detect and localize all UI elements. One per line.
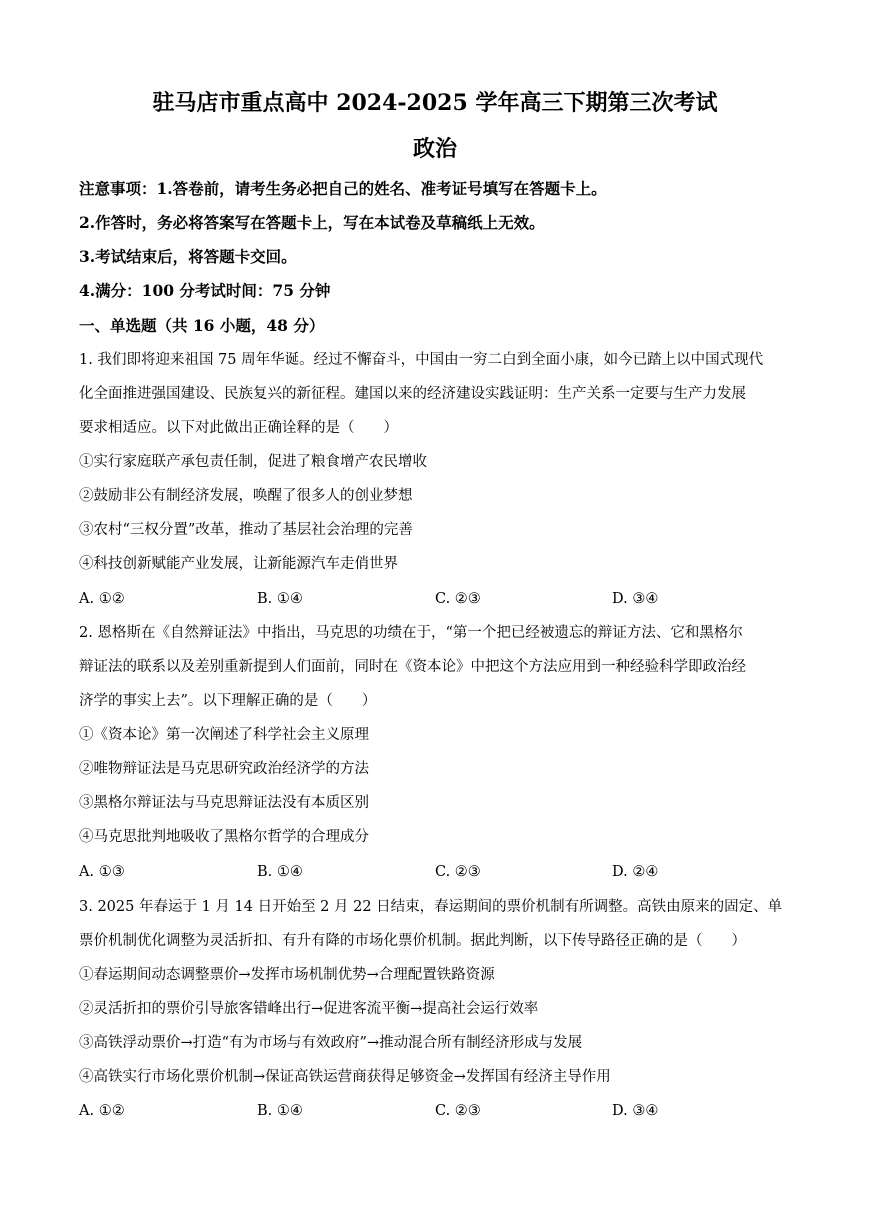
- question-item: ①实行家庭联产承包责任制，促进了粮食增产农民增收: [79, 454, 427, 470]
- question-item: ②唯物辩证法是马克思研究政治经济学的方法: [79, 761, 369, 777]
- question-item: ②鼓励非公有制经济发展，唤醒了很多人的创业梦想: [79, 488, 413, 504]
- subject-title: 政治: [412, 136, 457, 162]
- exam-title: 驻马店市重点高中 2024-2025 学年高三下期第三次考试: [152, 90, 718, 116]
- answer-options: [79, 588, 799, 610]
- option-b: B. ①④: [257, 591, 303, 607]
- question-item: ③农村“三权分置”改革，推动了基层社会治理的完善: [79, 522, 413, 538]
- question-stem-line: 要求相适应。以下对此做出正确诠释的是（ ）: [79, 420, 398, 436]
- question-item: ④高铁实行市场化票价机制→保证高铁运营商获得足够资金→发挥国有经济主导作用: [79, 1069, 611, 1085]
- option-a: A. ①②: [79, 591, 125, 607]
- notice-line-1: 注意事项：1.答卷前，请考生务必把自己的姓名、准考证号填写在答题卡上。: [79, 179, 607, 198]
- question-stem-line: 2. 恩格斯在《自然辩证法》中指出，马克思的功绩在于，“第一个把已经被遗忘的辩证方法、它和黑格尔: [79, 625, 743, 641]
- option-b: B. ①④: [257, 864, 303, 880]
- section-title: 一、单选题（共 16 小题，48 分）: [79, 316, 325, 335]
- notice-line-2: 2.作答时，务必将答案写在答题卡上，写在本试卷及草稿纸上无效。: [79, 213, 545, 232]
- question-item: ①《资本论》第一次阐述了科学社会主义原理: [79, 727, 369, 743]
- answer-options: [79, 861, 799, 883]
- option-b: B. ①④: [257, 1103, 303, 1119]
- question-stem-line: 1. 我们即将迎来祖国 75 周年华诞。经过不懈奋斗，中国由一穷二白到全面小康，如今已踏上以中国式现代: [79, 352, 764, 368]
- option-a: A. ①③: [79, 864, 125, 880]
- question-stem-line: 票价机制优化调整为灵活折扣、有升有降的市场化票价机制。据此判断，以下传导路径正确的是（ ）: [79, 933, 746, 949]
- question-item: ④科技创新赋能产业发展，让新能源汽车走俏世界: [79, 556, 398, 572]
- question-item: ④马克思批判地吸收了黑格尔哲学的合理成分: [79, 829, 369, 845]
- question-item: ③高铁浮动票价→打造“有为市场与有效政府”→推动混合所有制经济形成与发展: [79, 1035, 583, 1051]
- question-stem-line: 济学的事实上去”。以下理解正确的是（ ）: [79, 693, 377, 709]
- notice-line-4: 4.满分：100 分考试时间：75 分钟: [79, 281, 331, 300]
- answer-options: [79, 1100, 799, 1122]
- option-c: C. ②③: [435, 591, 481, 607]
- option-d: D. ③④: [612, 1103, 659, 1119]
- question-item: ②灵活折扣的票价引导旅客错峰出行→促进客流平衡→提高社会运行效率: [79, 1001, 539, 1017]
- question-item: ①春运期间动态调整票价→发挥市场机制优势→合理配置铁路资源: [79, 967, 495, 983]
- option-d: D. ②④: [612, 864, 659, 880]
- notice-line-3: 3.考试结束后，将答题卡交回。: [79, 247, 297, 266]
- question-item: ③黑格尔辩证法与马克思辩证法没有本质区别: [79, 795, 369, 811]
- option-d: D. ③④: [612, 591, 659, 607]
- option-a: A. ①②: [79, 1103, 125, 1119]
- question-stem-line: 3. 2025 年春运于 1 月 14 日开始至 2 月 22 日结束，春运期间的票价机制有所调整。高铁由原来的固定、单: [79, 899, 783, 915]
- question-stem-line: 化全面推进强国建设、民族复兴的新征程。建国以来的经济建设实践证明：生产关系一定要与生产力发展: [79, 386, 746, 402]
- question-stem-line: 辩证法的联系以及差别重新提到人们面前，同时在《资本论》中把这个方法应用到一种经验科学即政治经: [79, 659, 746, 675]
- option-c: C. ②③: [435, 864, 481, 880]
- option-c: C. ②③: [435, 1103, 481, 1119]
